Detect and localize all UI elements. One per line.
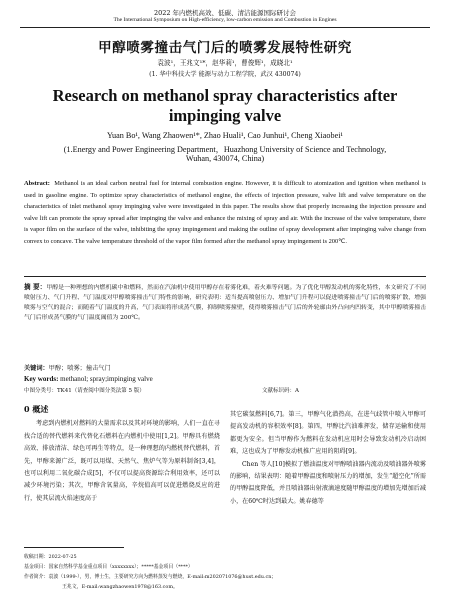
english-title: Research on methanol spray characteristics after impinging valve: [52, 86, 398, 125]
body-paragraph: 考虑到内燃机对燃料的大量需求以及其对环境的影响，人们一直在寻找合适的替代燃料来代替化石燃料在内燃机中使用[1,2]。甲醇具有燃烧高效、排放清洁、绿色可再生等特点，是一种理想的内燃机替代燃料，首先，甲醇来源广泛，既可以用煤、天然气、焦炉气等为原料制备[3,4]，也可以利用二氧化碳合成[5]，不仅可以提高资源综合利用效率，还可以减少环境污染；其次，甲醇含氧量高，辛烷值高可以促进燃烧反应的进行，使其层流火焰速度高于: [24, 420, 220, 502]
body-paragraph: 其它碳氢燃料[6,7]。第三，甲醇气化潜热高，在进气歧管中喷入甲醇可提高发动机的容积效率[8]。第四，甲醇比汽油难挥发，储存运输和使用都更为安全。但当甲醇作为燃料在发动机应用时会导致发动机冷启动困难，这也成为了甲醇发动机推广应用的阻碍[9]。: [230, 411, 426, 456]
english-keywords-text: methanol; spray;impinging valve: [60, 375, 153, 383]
body-paragraph: Chen 等人[10]模拟了燃油温度对甲醇喷油器内流动及喷油器外喷雾的影响，结果表明：随着甲醇温度和喷射压力的增加，发生“超空化”所需的甲醇温度降低，并且喷油器出射液滴速度随甲醇温度的增加先增加后减小，在60℃时达到最大。姚春德等: [230, 460, 426, 505]
chinese-keywords-text: 甲醇；喷雾；撞击气门: [48, 365, 111, 372]
english-keywords-label: Key words:: [24, 375, 59, 383]
conference-header-en: The International Symposium on High-efficiency, low-carbon emission and Combustion in Engines: [113, 17, 337, 23]
chinese-authors: 袁波¹，王兆文¹*，赵华莉¹，曹俊辉¹，成晓北¹: [157, 59, 293, 67]
clc-number: 中图分类号：TK41（请查阅中图分类法第 5 版）: [24, 388, 145, 394]
body-column-right: [230, 409, 426, 508]
footnote-fund: 基金项目：国家自然科学基金重点项目（xxxxxxxx）；*****基金项目（****）: [24, 564, 193, 570]
footnote-received: 收稿日期：2022-07-25: [24, 554, 77, 560]
chinese-title: 甲醇喷雾撞击气门后的喷雾发展特性研究: [98, 40, 352, 56]
english-abstract-text: Methanol is an ideal carbon neutral fuel for internal combustion engine. However, it is difficult to atomization and ignition when methanol is used in gasoline engine. To optimize spray characteristics of methanol engine, the effects of injection pressure, valve lift and valve temperature on the characteristics of inlet methanol spray impinging valve were investigated in this paper. The results show that properly increasing the injection pressure and valve lift can promote the spray spread after impinging the valve and enhance the mixing of spray and air. With the increase of the valve temperature, there is vapor film on the surface of the valve, inhibiting the spray impingement and making the outline of spray development after impinging valve change from convex to concave. The valve temperature threshold of the vapor film formed after the methanol spray impingement is 200℃.: [24, 180, 426, 245]
conference-header-cn: 2022 年内燃机高效、低碳、清洁能源国际研讨会: [153, 9, 297, 17]
body-column-left: [24, 403, 220, 505]
chinese-keywords: [24, 363, 426, 372]
english-abstract-label: Abstract:: [24, 180, 50, 187]
chinese-abstract-text: 甲醇是一种理想的内燃机碳中和燃料，然而在汽油机中使用甲醇存在着雾化难，着火难等问题。为了优化甲醇发动机的雾化特性，本文研究了不同喷射压力、气门升程、气门温度对甲醇喷雾撞击气门特性的影响，研究表明：适当提高喷射压力、增加气门升程可以促进喷雾撞击气门后的喷雾扩散，增强喷雾与空气的混合；而随着气门温度的升高，气门表面将形成蒸气膜，抑制喷雾撞壁，使得喷雾撞击气门后的外轮廓由外凸向内凹转变，其中甲醇喷雾撞击气门后形成蒸气膜的气门温度阈值为 200℃。: [24, 285, 427, 321]
classification-line: [24, 386, 426, 394]
chinese-abstract: [24, 282, 426, 323]
chinese-keywords-label: 关键词：: [24, 365, 49, 372]
chinese-abstract-label: 摘 要：: [24, 283, 47, 291]
footnote-author: 作者简介：袁波（1999-），男，博士生，主要研究方向为燃料蒸发与燃烧，E-mail:m202071076@hust.edu.cn；: [24, 574, 277, 580]
section-heading-overview: 0 概述: [24, 404, 49, 414]
english-abstract: [24, 178, 426, 248]
abstract-divider: [24, 276, 426, 277]
header-divider: [20, 27, 430, 28]
english-keywords: [24, 375, 426, 383]
english-authors: Yuan Bo¹, Wang Zhaowen¹*, Zhao Huali¹, Cao Junhui¹, Cheng Xiaobei¹: [107, 131, 343, 140]
english-affiliation-line1: (1.Energy and Power Engineering Department，Huazhong University of Science and Technology,: [63, 145, 387, 154]
chinese-affiliation: (1. 华中科技大学 能源与动力工程学院，武汉 430074): [149, 71, 301, 78]
english-affiliation-line2: Wuhan, 430074, China): [185, 154, 265, 163]
document-code: 文献标识码：A: [262, 388, 299, 394]
footnote-divider: [24, 547, 124, 548]
footnote-corresponding: 王兆文，E-mail:wangzhaowen1978@163.com。: [62, 584, 178, 590]
